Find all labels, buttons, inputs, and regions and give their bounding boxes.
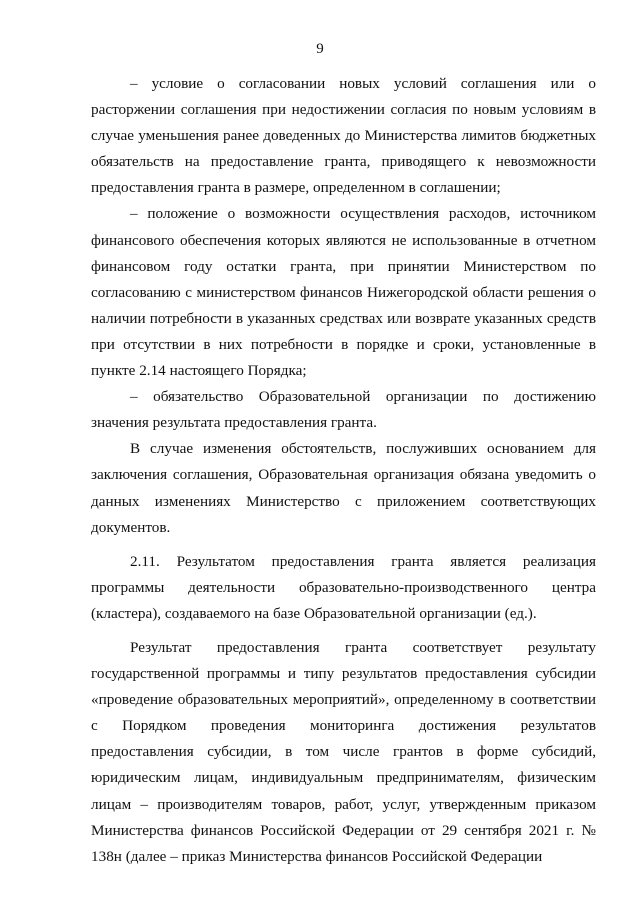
paragraph-grant-result: Результат предоставления гранта соответствует результату государственной программы и типу результатов предоставления субсидии «проведение образовательных мероприятий», определенному в соответствии с Порядком проведения мониторинга достижения результатов предоставления субсидии, в том числе грантов в форме субсидий, юридическим лицам, индивидуальным предпринимателям, физическим лицам – производителям товаров, работ, услуг, утвержденным приказом Министерства финансов Российской Федерации от 29 сентября 2021 г. № 138н (далее – приказ Министерства финансов Российской Федерации <box>91 638 596 865</box>
document-body <box>91 71 596 870</box>
paragraph-change-notification: В случае изменения обстоятельств, послуживших основанием для заключения соглашения, Образовательная организация обязана уведомить о данных изменениях Министерство с приложением соответствующих документов. <box>91 440 596 536</box>
paragraph-result-obligation: – обязательство Образовательной организации по достижению значения результата предоставления гранта. <box>91 388 596 432</box>
paragraph-clause-2-11: 2.11. Результатом предоставления гранта является реализация программы деятельности образовательно-производственного центра (кластера), создаваемого на базе Образовательной организации (ед.). <box>91 552 596 622</box>
paragraph-agreement-condition: – условие о согласовании новых условий соглашения или о расторжении соглашения при недостижении согласия по новым условиям в случае уменьшения ранее доведенных до Министерства лимитов бюджетных обязательств на предоставление гранта, приводящего к невозможности предоставления гранта в размере, определенном в соглашении; <box>91 75 596 197</box>
page-number: 9 <box>316 41 324 57</box>
paragraph-unused-balance-provision: – положение о возможности осуществления расходов, источником финансового обеспечения которых являются не использованные в отчетном финансовом году остатки гранта, при принятии Министерством по согласованию с министерством финансов Нижегородской области решения о наличии потребности в указанных средствах или возврате указанных средств при отсутствии в них потребности в порядке и сроки, установленные в пункте 2.14 настоящего Порядка; <box>91 205 596 380</box>
